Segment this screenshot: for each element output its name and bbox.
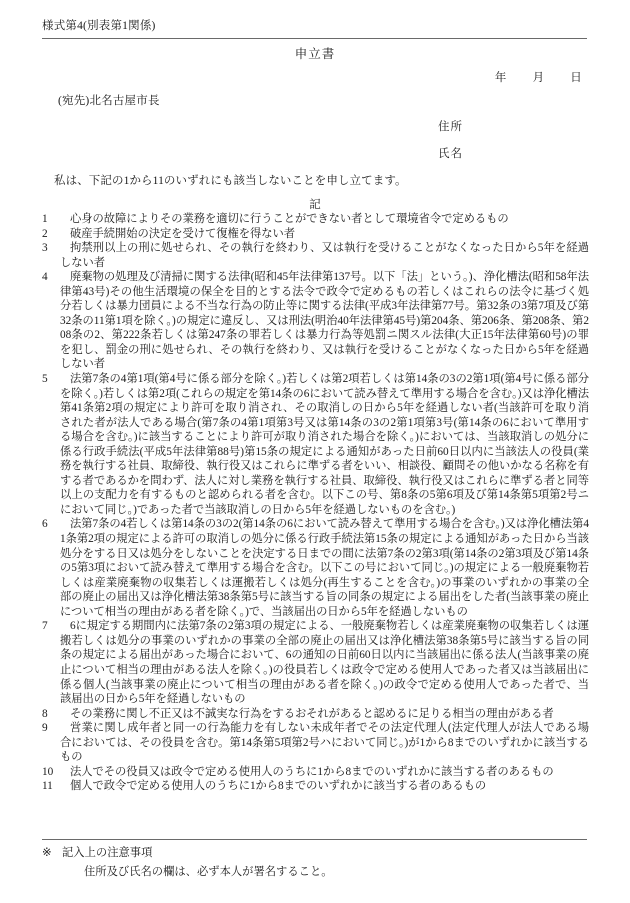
disqualification-list xyxy=(42,212,589,794)
list-item-number: 6 xyxy=(42,518,48,531)
applicant-address-label: 住所 xyxy=(438,121,463,133)
list-item xyxy=(42,227,589,242)
addressee-line: (宛先)北名古屋市長 xyxy=(58,95,160,107)
list-item-text: 拘禁刑以上の刑に処せられ、その執行を終わり、又は執行を受けることがなくなった日から5年を経過しない者 xyxy=(60,242,589,269)
list-item-number: 9 xyxy=(42,722,48,735)
list-item-number: 3 xyxy=(42,242,48,255)
reference-mark-icon: ※ xyxy=(42,847,52,859)
list-item-text: 法第7条の4第1項(第4号に係る部分を除く。)若しくは第2項若しくは第14条の3の2第1項(第4号に係る部分を除く。)若しくは第2項(これらの規定を第14条の6において読み替えて準用する場合を含む。)又は浄化槽法第41条第2項の規定により許可を取り消され、その取消しの日から5年を経過しない者(当該許可を取り消された者が法人である場合(第7条の4第1項第3号又は第14条の3の2第1項第3号(第14条の6において準用する場合を含む。)に該当することにより許可が取り消された場合を除く。)においては、当該取消しの処分に係る行政手続法(平成5年法律第88号)第15条の規定による通知があった日前60日以内に当該法人の役員(業務を執行する社員、取締役、執行役又はこれらに準ずる者をいい、相談役、顧問その他いかなる名称を有する者であるかを問わず、法人に対し業務を執行する社員、取締役、執行役又はこれらに準ずる者と同等以上の支配力を有するものと認められる者を含む。以下この号、第8条の5第6項及び第14条第5項第2号ニにおいて同じ。)であった者で当該取消しの日から5年を経過しないものを含む。) xyxy=(60,373,589,516)
list-item xyxy=(42,270,589,372)
list-item-text: その業務に関し不正又は不誠実な行為をするおそれがあると認めるに足りる相当の理由がある者 xyxy=(70,707,554,720)
list-item-number: 10 xyxy=(42,765,54,778)
form-code: 様式第4(別表第1関係) xyxy=(42,20,156,32)
list-item xyxy=(42,765,589,780)
notes-section xyxy=(42,845,589,880)
list-item-text: 廃棄物の処理及び清掃に関する法律(昭和45年法律第137号。以下「法」という。)、浄化槽法(昭和58年法律第43号)その他生活環境の保全を目的とする法令で政令で定めるもの若しくはこれらの法令に基づく処分若しくは暴力団員による不当な行為の防止等に関する法律(平成3年法律第77号。第32条の3第7項及び第32条の11第1項を除く。)の規定に違反し、又は刑法(明治40年法律第45号)第204条、第206条、第208条、第208条の2、第222条若しくは第247条の罪若しくは暴力行為等処罰ニ関スル法律(大正15年法律第60号)の罪を犯し、罰金の刑に処せられ、その執行を終わり、又は執行を受けることがなくなった日から5年を経過しない者 xyxy=(60,271,589,371)
list-item-text: 破産手続開始の決定を受けて復権を得ない者 xyxy=(70,227,295,240)
list-item-text: 営業に関し成年者と同一の行為能力を有しない未成年者でその法定代理人(法定代理人が法人である場合においては、その役員を含む。第14条第5項第2号ハにおいて同じ。)が1から8までのいずれかに該当するもの xyxy=(60,722,589,764)
list-item xyxy=(42,721,589,765)
notes-title: 記入上の注意事項 xyxy=(62,847,153,859)
list-item-number: 7 xyxy=(42,620,48,633)
list-item xyxy=(42,517,589,619)
list-item-text: 6に規定する期間内に法第7条の2第3項の規定による、一般廃棄物若しくは産業廃棄物の収集若しくは運搬若しくは処分の事業のいずれかの事業の全部の廃止の届出又は浄化槽法第38条第5号に該当する旨の同条の規定による届出があった場合において、6の通知の日前60日以内に当該届出に係る法人(当該事業の廃止について相当の理由がある法人を除く。)の役員若しくは政令で定める使用人であった者又は当該届出に係る個人(当該事業の廃止について相当の理由がある者を除く。)の政令で定める使用人であった者で、当該届出の日から5年を経過しないもの xyxy=(60,620,589,706)
declaration-statement: 私は、下記の1から11のいずれにも該当しないことを申し立てます。 xyxy=(54,175,407,187)
list-item xyxy=(42,707,589,722)
list-item-number: 1 xyxy=(42,213,48,225)
top-divider xyxy=(42,38,587,39)
list-item xyxy=(42,241,589,270)
bottom-divider xyxy=(42,839,587,840)
list-item-text: 個人で政令で定める使用人のうちに1から8までのいずれかに該当する者のあるもの xyxy=(70,780,487,793)
list-item-number: 2 xyxy=(42,227,48,240)
list-item xyxy=(42,619,589,706)
date-year-label: 年 xyxy=(494,72,507,84)
applicant-name-label: 氏名 xyxy=(438,148,463,160)
list-item-number: 8 xyxy=(42,707,48,720)
list-item-text: 法第7条の4若しくは第14条の3の2(第14条の6において読み替えて準用する場合を含む。)又は浄化槽法第41条第2項の規定による許可の取消しの処分に係る行政手続法第15条の規定による通知があった日から当該処分をする日又は処分をしないことを決定する日までの間に法第7条の2第3項(第14条の2第3項及び第14条の5第3項において読み替えて準用する場合を含む。以下この号において同じ。)の規定による一般廃棄物若しくは産業廃棄物の収集若しくは運搬若しくは処分(再生することを含む。)の事業のいずれかの事業の全部の廃止の届出又は浄化槽法第38条第5号に該当する旨の同条の規定による届出をした者(当該事業の廃止について相当の理由がある者を除く。)で、当該届出の日から5年を経過しないもの xyxy=(60,518,589,618)
list-item-number: 5 xyxy=(42,373,48,386)
notes-heading xyxy=(42,845,589,861)
date-day-label: 日 xyxy=(570,72,582,84)
list-item-text: 法人でその役員又は政令で定める使用人のうちに1から8までのいずれかに該当する者のあるもの xyxy=(70,765,554,778)
list-item-text: 心身の故障によりその業務を適切に行うことができない者として環境省令で定めるもの xyxy=(70,213,509,225)
list-item-number: 4 xyxy=(42,271,48,284)
date-line xyxy=(495,69,582,85)
list-item-number: 11 xyxy=(42,780,53,793)
document-title: 申立書 xyxy=(294,47,336,61)
list-item xyxy=(42,372,589,517)
list-item xyxy=(42,779,589,794)
date-month-label: 月 xyxy=(532,72,545,84)
notes-line: 住所及び氏名の欄は、必ず本人が署名すること。 xyxy=(84,866,333,878)
ki-heading: 記 xyxy=(309,199,321,211)
list-item xyxy=(42,212,589,227)
